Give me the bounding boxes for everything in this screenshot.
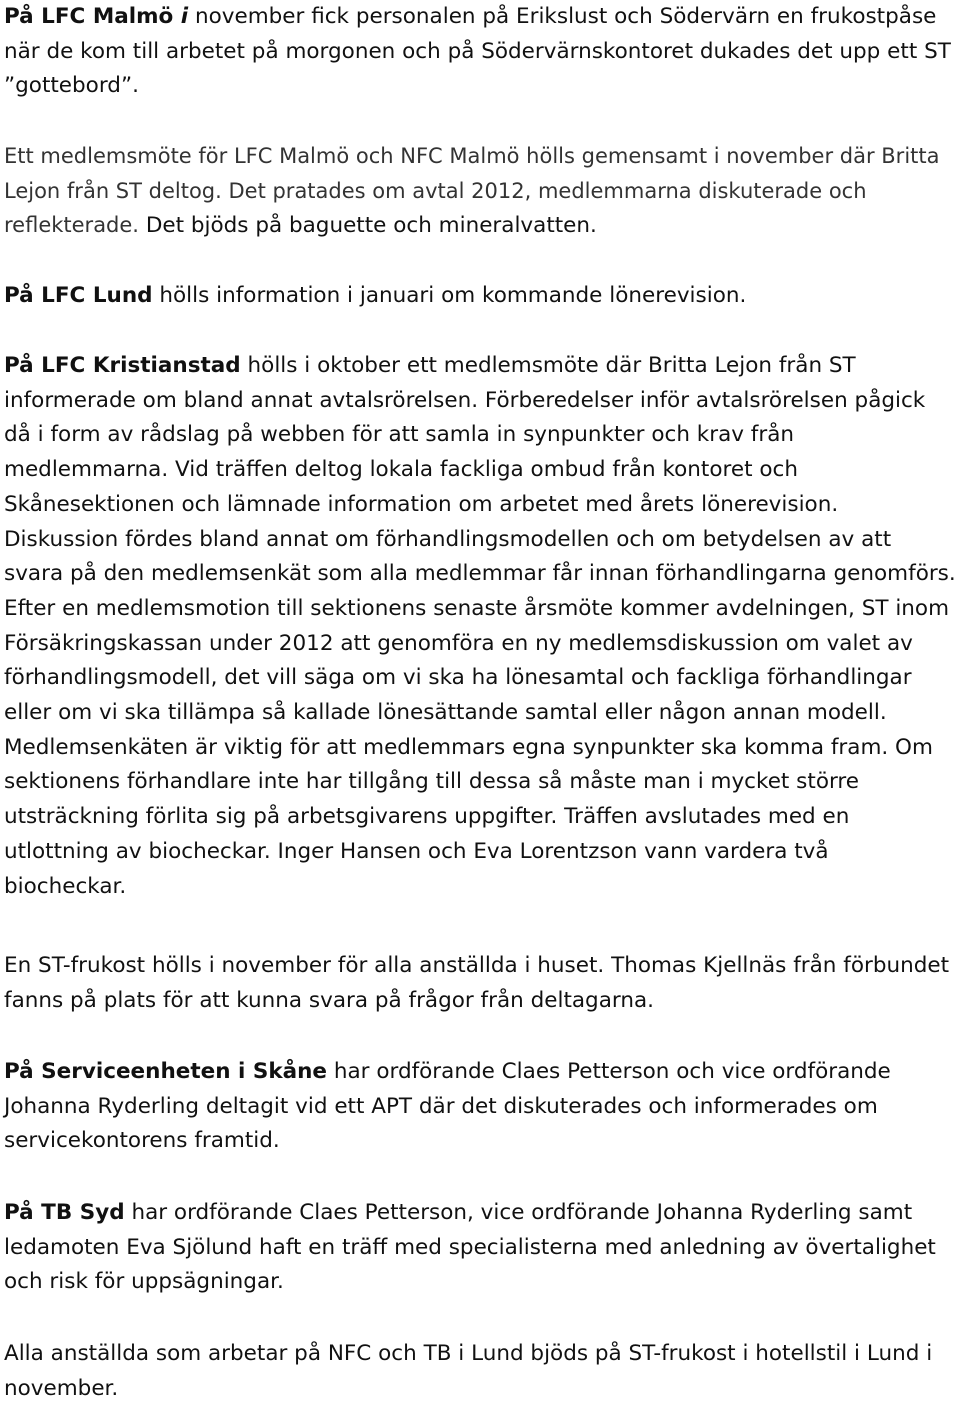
paragraph-text: hölls i oktober ett medlemsmöte där Britta Lejon från ST informerade om bland annat avtalsrörelsen. Förberedelser inför avtalsrörelsen pågick då i form av rådslag på webben för att samla in synpunkter och krav från medlemmarna. Vid träffen deltog lokala fackliga ombud från kontoret och Skånesektionen och lämnade information om arbetet med årets lönerevision. Diskussion fördes bland annat om förhandlingsmodellen och om betydelsen av att svara på den medlemsenkät som alla medlemmar får innan förhandlingarna genomförs. Efter en medlemsmotion till sektionens senaste årsmöte kommer avdelningen, ST inom Försäkringskassan under 2012 att genomföra en ny medlemsdiskussion om valet av förhandlingsmodell, det vill säga om vi ska ha lönesamtal och fackliga förhandlingar eller om vi ska tillämpa så kallade lönesättande samtal eller någon annan modell. Medlemsenkäten är viktig för att medlemmars egna synpunkter ska komma fram. Om sektionens förhandlare inte har tillgång till dessa så måste man i mycket större utsträckning förlita sig på arbetsgivarens uppgifter. Träffen avslutades med en utlottning av biocheckar. Inger Hansen och Eva Lorentzson vann vardera två biocheckar. (4, 353, 956, 899)
paragraph-lfc-kristianstad (4, 349, 956, 904)
paragraph-lead-italic: i (173, 4, 189, 29)
paragraph-medlemsmote (4, 139, 956, 244)
paragraph-lead: På LFC Lund (4, 283, 153, 308)
paragraph-lfc-lund (4, 279, 956, 314)
paragraph-st-frukost (4, 949, 956, 1018)
paragraph-lfc-malmo (4, 0, 956, 104)
paragraph-text: har ordförande Claes Petterson, vice ordförande Johanna Ryderling samt ledamoten Eva Sjölund haft en träff med specialisterna med anledning av övertalighet och risk för uppsägningar. (4, 1200, 936, 1295)
paragraph-text-continued: Det bjöds på baguette och mineralvatten. (138, 213, 597, 239)
paragraph-lead: På TB Syd (4, 1200, 125, 1225)
paragraph-text: Alla anställda som arbetar på NFC och TB i Lund bjöds på ST-frukost i hotellstil i Lund i november. (4, 1341, 933, 1401)
paragraph-nfc-tb-lund (4, 1337, 956, 1406)
paragraph-text: En ST-frukost hölls i november för alla anställda i huset. Thomas Kjellnäs från förbundet fanns på plats för att kunna svara på frågor från deltagarna. (4, 953, 950, 1013)
paragraph-text: november fick personalen på Erikslust och Södervärn en frukostpåse när de kom till arbetet på morgonen och på Södervärnskontoret dukades det upp ett ST ”gottebord”. (4, 4, 951, 99)
paragraph-text: har ordförande Claes Petterson och vice ordförande Johanna Ryderling deltagit vid ett APT där det diskuterades och informerades om servicekontorens framtid. (4, 1059, 891, 1154)
paragraph-text: hölls information i januari om kommande lönerevision. (152, 283, 747, 308)
paragraph-serviceenheten (4, 1055, 956, 1159)
paragraph-tb-syd (4, 1196, 956, 1300)
paragraph-lead: På LFC Kristianstad (4, 353, 241, 378)
paragraph-text: Ett medlemsmöte för LFC Malmö och NFC Malmö hölls gemensamt i november där Britta Lejon från ST deltog. Det pratades om avtal 2012, medlemmarna diskuterade och reflekterade. (4, 144, 940, 238)
paragraph-lead: På LFC Malmö (4, 4, 174, 29)
paragraph-lead: På Serviceenheten i Skåne (4, 1059, 328, 1084)
